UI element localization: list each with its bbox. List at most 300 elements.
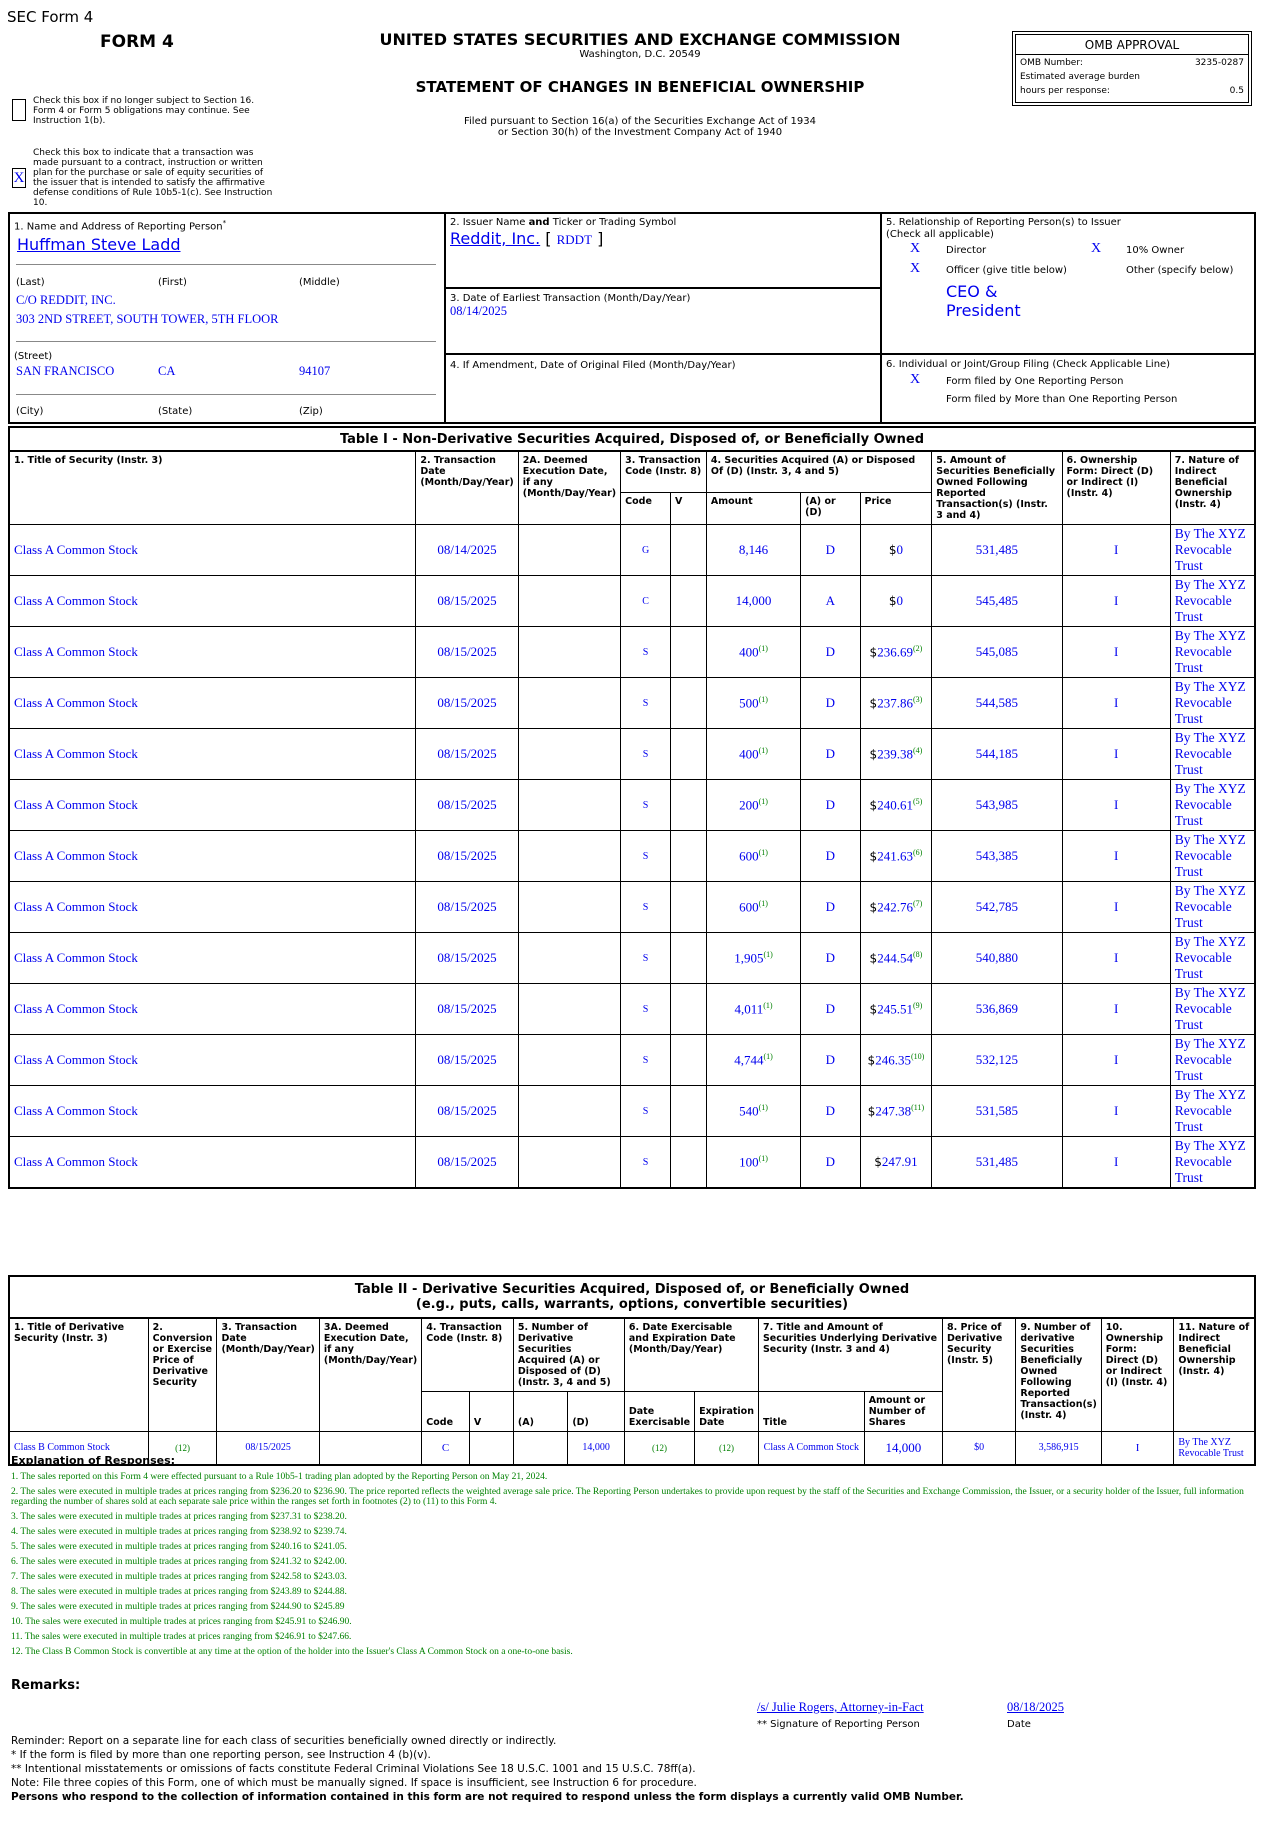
table1-row (9, 729, 1255, 780)
nature-of-ownership: By The XYZ Revocable Trust (1170, 882, 1255, 933)
reporting-person-name-link[interactable]: Huffman Steve Ladd (17, 235, 181, 254)
footnote-ref: (8) (912, 949, 923, 959)
explanation-title: Explanation of Responses: (11, 1454, 176, 1467)
footnote-ref: (1) (758, 643, 768, 653)
earliest-transaction-date: 08/14/2025 (450, 304, 507, 318)
amount-value: 600 (739, 848, 759, 864)
amount-value: 4,744 (734, 1052, 764, 1068)
amount-value: 500 (739, 695, 759, 711)
nature-of-ownership: By The XYZ Revocable Trust (1170, 780, 1255, 831)
amount-value: 8,146 (738, 542, 769, 557)
no-longer-subject-checkbox[interactable] (12, 99, 26, 121)
price-cell (860, 831, 932, 882)
footnote-ref: (1) (758, 898, 768, 908)
transaction-date: 08/15/2025 (217, 1432, 319, 1465)
nature-of-ownership: By The XYZ Revocable Trust (1170, 678, 1255, 729)
amount-cell (706, 984, 800, 1035)
table1-header-amount-owned: 5. Amount of Securities Beneficially Owned Following Reported Transaction(s) (Instr. 3 and 4) (932, 451, 1062, 525)
table1-body (9, 525, 1255, 1189)
divider (444, 353, 1256, 355)
table1-header-acquired: 4. Securities Acquired (A) or Disposed Of (D) (Instr. 3, 4 and 5) (706, 451, 931, 492)
disposed-d: 14,000 (568, 1432, 625, 1465)
a-or-d: D (801, 984, 860, 1035)
conversion-price: (12) (148, 1432, 217, 1465)
issuer-row (450, 229, 603, 248)
nature-of-ownership: By The XYZ Revocable Trust (1170, 1086, 1255, 1137)
divider (444, 287, 882, 289)
nature-of-ownership: By The XYZ Revocable Trust (1174, 1432, 1255, 1465)
ownership-form: I (1101, 1432, 1174, 1465)
nature-of-ownership: By The XYZ Revocable Trust (1170, 627, 1255, 678)
table1-row (9, 1086, 1255, 1137)
box5-label (886, 217, 1121, 241)
a-or-d: D (801, 1086, 860, 1137)
box1-label-text: 1. Name and Address of Reporting Person (14, 221, 223, 233)
footer-omb-notice: Persons who respond to the collection of information contained in this form are not required to respond unless the form displays a currently valid OMB Number. (11, 1791, 964, 1803)
footnote-ref: (1) (758, 694, 768, 704)
price-cell (860, 882, 932, 933)
table1-subheader-a-or-d: (A) or (D) (801, 492, 860, 524)
amount-owned: 531,485 (932, 1137, 1062, 1189)
box5-label-line2: (Check all applicable) (886, 229, 994, 240)
v-cell (671, 576, 707, 627)
table1-title: Table I - Non-Derivative Securities Acquired, Disposed of, or Beneficially Owned (9, 427, 1255, 451)
rule-10b5-checkbox[interactable] (12, 168, 26, 188)
transaction-code: S (621, 831, 671, 882)
transaction-date: 08/15/2025 (416, 933, 518, 984)
a-or-d: A (801, 576, 860, 627)
transaction-date: 08/15/2025 (416, 576, 518, 627)
v-cell (671, 882, 707, 933)
price-cell (860, 1137, 932, 1189)
security-title: Class A Common Stock (9, 627, 416, 678)
middle-label: (Middle) (299, 277, 340, 288)
security-title: Class A Common Stock (9, 525, 416, 576)
transaction-date: 08/15/2025 (416, 678, 518, 729)
ticker-symbol: RDDT (556, 232, 593, 247)
amount-value: 200 (739, 797, 759, 813)
price-cell (860, 1035, 932, 1086)
divider (880, 212, 882, 424)
transaction-date: 08/15/2025 (416, 984, 518, 1035)
deemed-date (518, 678, 620, 729)
ownership-form: I (1062, 831, 1170, 882)
amount-owned: 532,125 (932, 1035, 1062, 1086)
footer-misstatements: ** Intentional misstatements or omissions of facts constitute Federal Criminal Violations See 18 U.S.C. 1001 and 15 U.S.C. 78ff(a). (11, 1763, 696, 1775)
table1-subheader-price: Price (860, 492, 932, 524)
nature-of-ownership: By The XYZ Revocable Trust (1170, 984, 1255, 1035)
nature-of-ownership: By The XYZ Revocable Trust (1170, 831, 1255, 882)
table1-row (9, 525, 1255, 576)
transaction-date: 08/15/2025 (416, 882, 518, 933)
price-value: 0 (896, 542, 903, 557)
footnote-ref: (9) (912, 1000, 923, 1010)
v-cell (671, 729, 707, 780)
one-reporting-person-mark: X (910, 372, 921, 387)
transaction-code: S (621, 678, 671, 729)
footer-multiple-persons: * If the form is filed by more than one reporting person, see Instruction 4 (b)(v). (11, 1749, 431, 1761)
ownership-form: I (1062, 729, 1170, 780)
a-or-d: D (801, 627, 860, 678)
v-cell (671, 1086, 707, 1137)
price-value: 242.76 (877, 899, 913, 915)
asterisk: * (222, 219, 227, 227)
nature-of-ownership: By The XYZ Revocable Trust (1170, 729, 1255, 780)
table2-subheader-title: Title (758, 1392, 864, 1432)
box5-label-line1: 5. Relationship of Reporting Person(s) to Issuer (886, 217, 1121, 228)
amount-value: 600 (739, 899, 759, 915)
ten-percent-owner-mark: X (1091, 241, 1102, 256)
ownership-form: I (1062, 882, 1170, 933)
price-cell (860, 729, 932, 780)
a-or-d: D (801, 1137, 860, 1189)
footnote-ref: (7) (912, 898, 923, 908)
security-title: Class A Common Stock (9, 1086, 416, 1137)
deemed-date (518, 780, 620, 831)
price-value: 236.69 (877, 644, 913, 660)
footer-copies-note: Note: File three copies of this Form, one of which must be manually signed. If space is insufficient, see Instruction 6 for procedure. (11, 1777, 697, 1789)
amount-owned: 540,880 (932, 933, 1062, 984)
transaction-date: 08/15/2025 (416, 1137, 518, 1189)
deemed-date (518, 831, 620, 882)
underlying-amount: 14,000 (864, 1432, 942, 1465)
box2-label-a: 2. Issuer Name (450, 217, 529, 228)
dollar-sign: $ (869, 747, 878, 762)
footer (11, 1735, 1256, 1805)
explanation-note: 1. The sales reported on this Form 4 were effected pursuant to a Rule 10b5-1 trading plan adopted by the Reporting Person on May 21, 2024. (11, 1472, 548, 1482)
amount-cell (706, 525, 800, 576)
amount-cell (706, 1086, 800, 1137)
price-value: 0 (896, 593, 903, 608)
amount-owned: 544,585 (932, 678, 1062, 729)
footnote-ref: (2) (912, 643, 923, 653)
table1-header-deemed-date: 2A. Deemed Execution Date, if any (Month/Day/Year) (518, 451, 620, 525)
deemed-date (518, 576, 620, 627)
more-reporting-person-label: Form filed by More than One Reporting Person (946, 394, 1178, 405)
dollar-sign: $ (869, 849, 878, 864)
amount-cell (706, 780, 800, 831)
filed-line-2: or Section 30(h) of the Investment Company Act of 1940 (497, 127, 783, 138)
amount-owned: 531,585 (932, 1086, 1062, 1137)
amount-value: 400 (739, 644, 759, 660)
explanation-note: 9. The sales were executed in multiple trades at prices ranging from $244.90 to $245.89 (11, 1602, 345, 1612)
explanation-section (11, 1454, 1256, 1662)
a-or-d: D (801, 1035, 860, 1086)
derivative-price: $0 (942, 1432, 1015, 1465)
table-derivative (8, 1275, 1256, 1466)
table2-title (9, 1276, 1255, 1318)
explanation-note: 8. The sales were executed in multiple trades at prices ranging from $243.89 to $244.88. (11, 1587, 347, 1597)
footnote-ref: (11) (911, 1102, 925, 1112)
transaction-date: 08/15/2025 (416, 729, 518, 780)
agency-block (330, 30, 950, 138)
explanation-note: 11. The sales were executed in multiple trades at prices ranging from $246.91 to $247.66. (11, 1632, 352, 1642)
nature-of-ownership: By The XYZ Revocable Trust (1170, 933, 1255, 984)
transaction-date: 08/15/2025 (416, 1035, 518, 1086)
security-title: Class A Common Stock (9, 1137, 416, 1189)
deemed-date (518, 1035, 620, 1086)
table1-row (9, 933, 1255, 984)
table2-subheader-a: (A) (513, 1392, 567, 1432)
table2-header-nature: 11. Nature of Indirect Beneficial Ownership (Instr. 4) (1174, 1318, 1255, 1432)
table1-row (9, 576, 1255, 627)
omb-burden-label: Estimated average burden (1020, 72, 1140, 82)
table2-subheader-v: V (469, 1392, 513, 1432)
table-non-derivative (8, 426, 1256, 1189)
dollar-sign: $ (888, 543, 897, 557)
amount-cell (706, 729, 800, 780)
security-title: Class A Common Stock (9, 780, 416, 831)
v-cell (671, 1035, 707, 1086)
officer-title-line1: CEO & (946, 282, 998, 301)
footer-reminder: Reminder: Report on a separate line for each class of securities beneficially owned directly or indirectly. (11, 1735, 557, 1747)
zip-label: (Zip) (299, 406, 323, 417)
footnote-ref: (1) (758, 796, 768, 806)
amount-owned: 543,385 (932, 831, 1062, 882)
v-cell (671, 1137, 707, 1189)
deemed-date (518, 984, 620, 1035)
transaction-code: S (621, 933, 671, 984)
table2-header-owned: 9. Number of derivative Securities Beneficially Owned Following Reported Transaction(s) (Instr. 4) (1016, 1318, 1101, 1432)
table2-header-title: 1. Title of Derivative Security (Instr. 3) (9, 1318, 148, 1432)
nature-of-ownership: By The XYZ Revocable Trust (1170, 525, 1255, 576)
footnote-ref: (5) (912, 796, 923, 806)
explanation-note: 4. The sales were executed in multiple trades at prices ranging from $238.92 to $239.74. (11, 1527, 347, 1537)
omb-approval-box (1012, 31, 1252, 106)
table2-subheader-code: Code (422, 1392, 470, 1432)
price-cell (860, 678, 932, 729)
state-label: (State) (158, 406, 193, 417)
dollar-sign: $ (869, 696, 878, 711)
form-title: FORM 4 (100, 32, 174, 52)
amount-value: 4,011 (734, 1001, 764, 1017)
amount-cell (706, 627, 800, 678)
divider (16, 341, 436, 342)
table1-row (9, 831, 1255, 882)
explanation-note: 5. The sales were executed in multiple trades at prices ranging from $240.16 to $241.05. (11, 1542, 347, 1552)
v-cell (671, 933, 707, 984)
price-value: 240.61 (877, 797, 913, 813)
dollar-sign: $ (869, 798, 878, 813)
footnote-ref: (4) (912, 745, 923, 755)
price-cell (860, 984, 932, 1035)
amount-owned: 542,785 (932, 882, 1062, 933)
v-cell (671, 678, 707, 729)
price-cell (860, 576, 932, 627)
omb-title: OMB APPROVAL (1016, 35, 1248, 55)
price-cell (860, 525, 932, 576)
price-value: 246.35 (875, 1052, 911, 1068)
table2-header-price: 8. Price of Derivative Security (Instr. 5) (942, 1318, 1015, 1432)
omb-number-row (1016, 55, 1248, 68)
omb-hours-label: hours per response: (1020, 86, 1110, 96)
transaction-code: S (621, 1137, 671, 1189)
table2-header-deemed-date: 3A. Deemed Execution Date, if any (Month/Day/Year) (319, 1318, 421, 1432)
amount-value: 540 (739, 1103, 759, 1119)
table2-header-underlying: 7. Title and Amount of Securities Underlying Derivative Security (Instr. 3 and 4) (758, 1318, 942, 1392)
ownership-form: I (1062, 933, 1170, 984)
table1-row (9, 984, 1255, 1035)
price-cell (860, 1086, 932, 1137)
footnote-ref: (1) (758, 1102, 768, 1112)
transaction-code: S (621, 882, 671, 933)
footnote-ref: (1) (763, 1000, 773, 1010)
table2-title-line1: Table II - Derivative Securities Acquired, Disposed of, or Beneficially Owned (354, 1282, 910, 1297)
amount-cell (706, 831, 800, 882)
table2-header-code: 4. Transaction Code (Instr. 8) (422, 1318, 514, 1392)
amount-cell (706, 576, 800, 627)
transaction-code: S (621, 780, 671, 831)
table1-row (9, 882, 1255, 933)
explanation-note: 6. The sales were executed in multiple trades at prices ranging from $241.32 to $242.00. (11, 1557, 347, 1567)
signature-link[interactable]: /s/ Julie Rogers, Attorney-in-Fact (757, 1700, 924, 1714)
box4-label: 4. If Amendment, Date of Original Filed (Month/Day/Year) (450, 360, 736, 371)
table2-header-exercisable: 6. Date Exercisable and Expiration Date (Month/Day/Year) (624, 1318, 758, 1392)
a-or-d: D (801, 678, 860, 729)
officer-title-line2: President (946, 301, 1021, 320)
amount-cell (706, 1035, 800, 1086)
amount-cell (706, 678, 800, 729)
agency-location: Washington, D.C. 20549 (579, 49, 701, 60)
one-reporting-person-label: Form filed by One Reporting Person (946, 376, 1124, 387)
price-value: 245.51 (877, 1001, 913, 1017)
explanation-note: 12. The Class B Common Stock is convertible at any time at the option of the holder into the Issuer's Class A Common Stock on a one-to-one basis. (11, 1647, 573, 1657)
ownership-form: I (1062, 984, 1170, 1035)
divider (16, 264, 436, 265)
city-label: (City) (16, 406, 44, 417)
amount-owned: 544,185 (932, 729, 1062, 780)
issuer-name-link[interactable]: Reddit, Inc. (450, 229, 541, 248)
filed-line-1: Filed pursuant to Section 16(a) of the Securities Exchange Act of 1934 (464, 116, 816, 127)
price-value: 247.38 (875, 1103, 912, 1119)
deemed-date (518, 1086, 620, 1137)
table2-subheader-d: (D) (568, 1392, 625, 1432)
security-title: Class A Common Stock (9, 678, 416, 729)
nature-of-ownership: By The XYZ Revocable Trust (1170, 1035, 1255, 1086)
checkbox-mark: X (13, 170, 25, 186)
security-title: Class A Common Stock (9, 882, 416, 933)
ticker-bracket-open: [ (545, 229, 552, 248)
table1-header-ownership-form: 6. Ownership Form: Direct (D) or Indirect (I) (Instr. 4) (1062, 451, 1170, 525)
ownership-form: I (1062, 576, 1170, 627)
agency-name: UNITED STATES SECURITIES AND EXCHANGE COMMISSION (379, 30, 901, 49)
footnote-ref: (10) (910, 1051, 925, 1061)
derivative-title: Class B Common Stock (9, 1432, 148, 1465)
dollar-sign: $ (869, 1002, 878, 1017)
state-value: CA (158, 364, 176, 378)
street-label: (Street) (14, 351, 53, 362)
v-cell (671, 831, 707, 882)
a-or-d: D (801, 831, 860, 882)
address-line-1: C/O REDDIT, INC. (16, 293, 116, 307)
price-value: 241.63 (877, 848, 913, 864)
remarks-title: Remarks: (11, 1678, 81, 1693)
table2-header-date: 3. Transaction Date (Month/Day/Year) (217, 1318, 319, 1432)
nature-of-ownership: By The XYZ Revocable Trust (1170, 1137, 1255, 1189)
price-value: 239.38 (877, 746, 913, 762)
transaction-code: S (621, 1035, 671, 1086)
table1-subheader-code: Code (621, 492, 671, 524)
statement-title: STATEMENT OF CHANGES IN BENEFICIAL OWNERSHIP (415, 78, 865, 96)
dollar-sign: $ (888, 594, 897, 608)
table1-row (9, 1035, 1255, 1086)
ownership-form: I (1062, 1086, 1170, 1137)
rule-10b5-text: Check this box to indicate that a transaction was made pursuant to a contract, instruction or written plan for the purchase or sale of equity securities of the issuer that is intended to satisfy the affirmative defense conditions of Rule 10b5-1(c). See Instruction 10. (33, 148, 273, 208)
v-cell (671, 525, 707, 576)
footnote-ref: (1) (763, 1051, 773, 1061)
divider (444, 212, 446, 424)
city-value: SAN FRANCISCO (16, 364, 115, 378)
table1-header-nature: 7. Nature of Indirect Beneficial Ownership (Instr. 4) (1170, 451, 1255, 525)
table2-header-number: 5. Number of Derivative Securities Acquired (A) or Disposed of (D) (Instr. 3, 4 and 5) (513, 1318, 624, 1392)
transaction-code: S (621, 627, 671, 678)
box3-label: 3. Date of Earliest Transaction (Month/Day/Year) (450, 293, 691, 304)
price-value: 244.54 (877, 950, 913, 966)
amount-value: 14,000 (735, 593, 772, 608)
dollar-sign: $ (867, 1053, 876, 1068)
price-value: 247.91 (881, 1154, 918, 1169)
transaction-code: S (621, 1086, 671, 1137)
price-value: 237.86 (877, 695, 913, 711)
dollar-sign: $ (869, 900, 878, 915)
omb-hours-value: 0.5 (1229, 86, 1244, 96)
transaction-code: S (621, 729, 671, 780)
v-cell (671, 984, 707, 1035)
deemed-date (518, 729, 620, 780)
a-or-d: D (801, 780, 860, 831)
security-title: Class A Common Stock (9, 984, 416, 1035)
table1-row (9, 780, 1255, 831)
table2-header-ownership-form: 10. Ownership Form: Direct (D) or Indirect (I) (Instr. 4) (1101, 1318, 1174, 1432)
date-exercisable: (12) (624, 1432, 694, 1465)
transaction-date: 08/15/2025 (416, 780, 518, 831)
amount-owned: 531,485 (932, 525, 1062, 576)
box2-label-b: Ticker or Trading Symbol (549, 217, 677, 228)
a-or-d: D (801, 729, 860, 780)
expiration-date: (12) (695, 1432, 759, 1465)
sec-form-label: SEC Form 4 (7, 8, 94, 26)
explanation-note: 3. The sales were executed in multiple trades at prices ranging from $237.31 to $238.20. (11, 1512, 347, 1522)
signature-label: ** Signature of Reporting Person (757, 1719, 920, 1730)
transaction-code: C (422, 1432, 470, 1465)
derivative-owned: 3,586,915 (1016, 1432, 1101, 1465)
security-title: Class A Common Stock (9, 729, 416, 780)
footnote-ref: (1) (763, 949, 773, 959)
explanation-note: 10. The sales were executed in multiple trades at prices ranging from $245.91 to $246.90. (11, 1617, 352, 1627)
officer-label: Officer (give title below) (946, 265, 1067, 276)
zip-value: 94107 (299, 364, 331, 378)
price-cell (860, 627, 932, 678)
other-label: Other (specify below) (1126, 265, 1234, 276)
omb-number-label: OMB Number: (1020, 58, 1083, 68)
table2-header-conversion: 2. Conversion or Exercise Price of Derivative Security (148, 1318, 217, 1432)
ownership-form: I (1062, 678, 1170, 729)
ownership-form: I (1062, 1137, 1170, 1189)
amount-owned: 545,085 (932, 627, 1062, 678)
table1-header-title: 1. Title of Security (Instr. 3) (9, 451, 416, 525)
security-title: Class A Common Stock (9, 1035, 416, 1086)
deemed-date (518, 525, 620, 576)
footnote-ref: (1) (758, 847, 768, 857)
price-cell (860, 780, 932, 831)
director-label: Director (946, 245, 987, 256)
explanation-note: 2. The sales were executed in multiple trades at prices ranging from $236.20 to $236.90. The price reported reflects the weighted average sale price. The Reporting Person undertakes to provide upon request by the staff of the Securities and Exchange Commission, the Issuer, or a security holder of the Issuer, full information regarding the number of shares sold at each separate sale price within the ranges set forth in footnotes (2) to (11) to this Form 4. (11, 1487, 1244, 1507)
dollar-sign: $ (867, 1104, 876, 1119)
signature-date-link[interactable]: 08/18/2025 (1007, 1700, 1064, 1714)
deemed-date (518, 1137, 620, 1189)
footnote-ref: (6) (912, 847, 923, 857)
last-label: (Last) (16, 277, 45, 288)
